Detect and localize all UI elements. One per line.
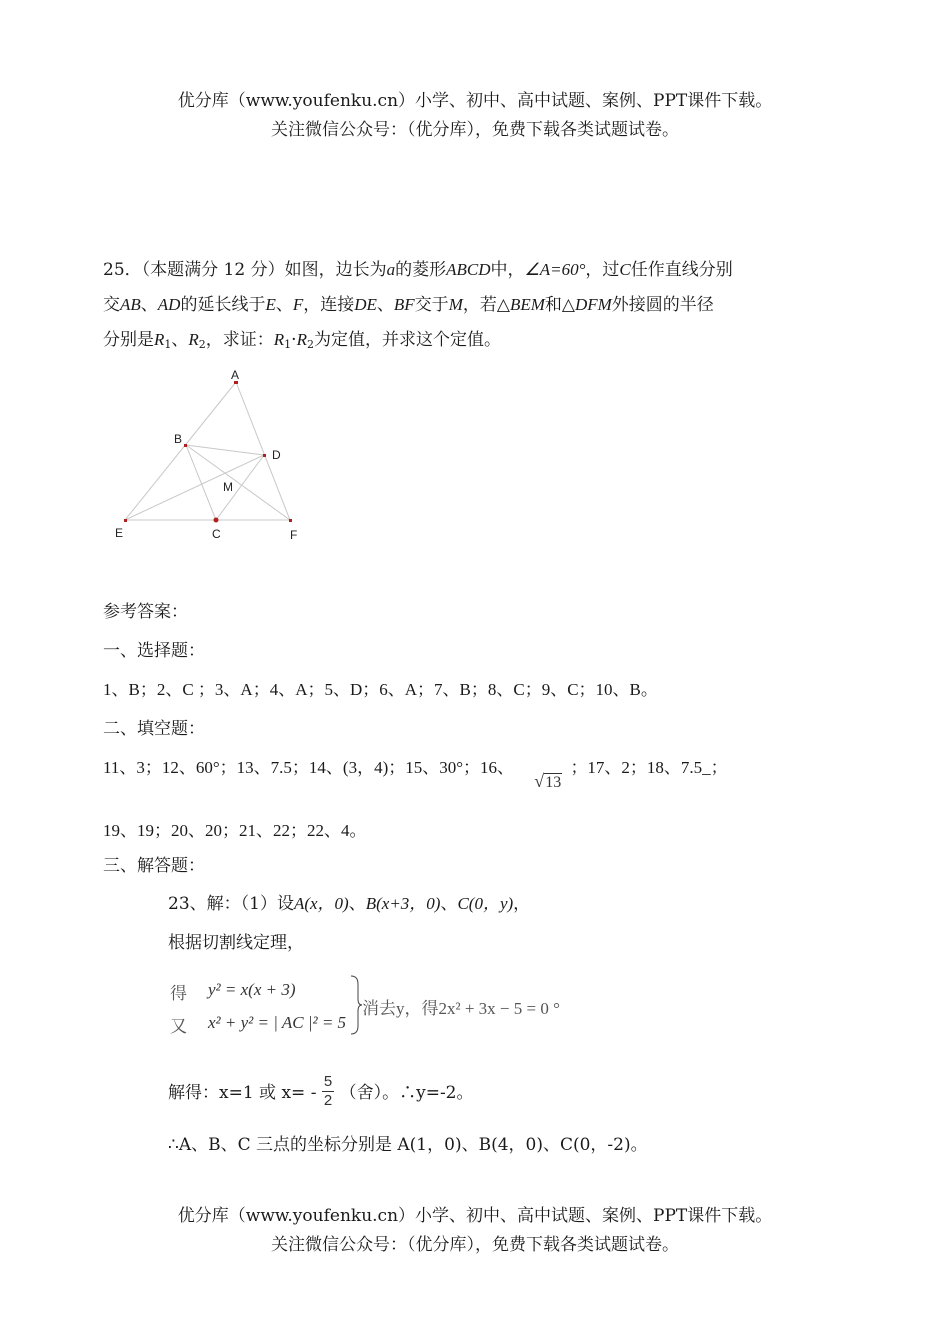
- right-brace: [349, 974, 363, 1036]
- label-a: A: [231, 368, 240, 382]
- q23-intro: 23、解：（1）设A(x，0)、B(x+3，0)、C(0，y)，: [168, 894, 531, 914]
- problem-number: 25．: [103, 260, 142, 280]
- q23-solution: 解得：x=1 或 x= - $\frac{5}{2}$ （舍）。∴y=-2。: [168, 1073, 474, 1109]
- label-b: B: [174, 432, 183, 446]
- footer-line-1: 优分库（www.youfenku.cn）小学、初中、高中试题、案例、PPT课件下载。: [177, 1206, 773, 1226]
- label-c: C: [212, 527, 221, 541]
- footer-line-2: 关注微信公众号：（优分库），免费下载各类试题试卷。: [271, 1235, 679, 1255]
- equation-2: x² + y² = | AC |² = 5: [208, 1013, 347, 1032]
- point-d: [263, 454, 266, 457]
- eq-label-you: 又: [170, 1017, 187, 1036]
- label-e: E: [115, 526, 124, 540]
- section-choice-heading: 一、选择题：: [103, 641, 205, 661]
- segment-af: [236, 382, 290, 520]
- point-c: [214, 518, 219, 523]
- answers-heading: 参考答案：: [103, 602, 188, 622]
- problem-25-line-3: 分别是$R_1$、$R_2$，求证：$R_1\cdot R_2$为定值，并求这个定值。: [103, 330, 501, 351]
- point-b: [184, 444, 187, 447]
- problem-score: （本题满分 12 分）: [141, 260, 285, 280]
- problem-25-line-2: 交AB、AD的延长线于E、F，连接DE、BF交于M，若△BEM和△DFM外接圆的半径: [103, 295, 714, 315]
- segment-de: [125, 455, 264, 520]
- choice-answers: 1、B；2、C ；3、A；4、A；5、D；6、A；7、B；8、C；9、C；10、B。: [103, 680, 658, 699]
- section-fill-heading: 二、填空题：: [103, 719, 205, 739]
- q23-theorem: 根据切割线定理，: [168, 933, 304, 953]
- header-line-2: 关注微信公众号：（优分库），免费下载各类试题试卷。: [271, 120, 679, 140]
- fill-answers-line-1: 11、3；12、60°；13、7.5；14、(3，4)；15、30°；16、 √13 ；17、2；18、7.5_；: [103, 758, 728, 791]
- q23-conclusion: ∴A、B、C 三点的坐标分别是 A(1，0)、B(4，0)、C(0，-2)。: [168, 1135, 648, 1155]
- eliminate-text: 消去y，得2x² + 3x − 5 = 0 °: [362, 999, 560, 1018]
- problem-25-line-1: 25．（本题满分 12 分）如图，边长为a的菱形ABCD中，∠A=60°，过C任作直线分别: [103, 260, 733, 280]
- fraction-5-2: $\frac{5}{2}$: [323, 1073, 333, 1109]
- segment-ae: [125, 382, 236, 520]
- point-f: [289, 519, 292, 522]
- sqrt-13: √13: [534, 771, 562, 791]
- section-solve-heading: 三、解答题：: [103, 856, 205, 876]
- header-line-1: 优分库（www.youfenku.cn）小学、初中、高中试题、案例、PPT课件下载。: [177, 91, 773, 111]
- eq-label-de: 得: [170, 984, 187, 1003]
- fill-answers-line-2: 19、19；20、20；21、22；22、4。: [103, 821, 367, 840]
- label-d: D: [272, 448, 281, 462]
- point-e: [124, 519, 127, 522]
- label-m: M: [223, 480, 233, 494]
- rhombus-figure: [100, 360, 320, 550]
- equation-1: y² = x(x + 3): [208, 980, 296, 999]
- label-f: F: [290, 528, 298, 542]
